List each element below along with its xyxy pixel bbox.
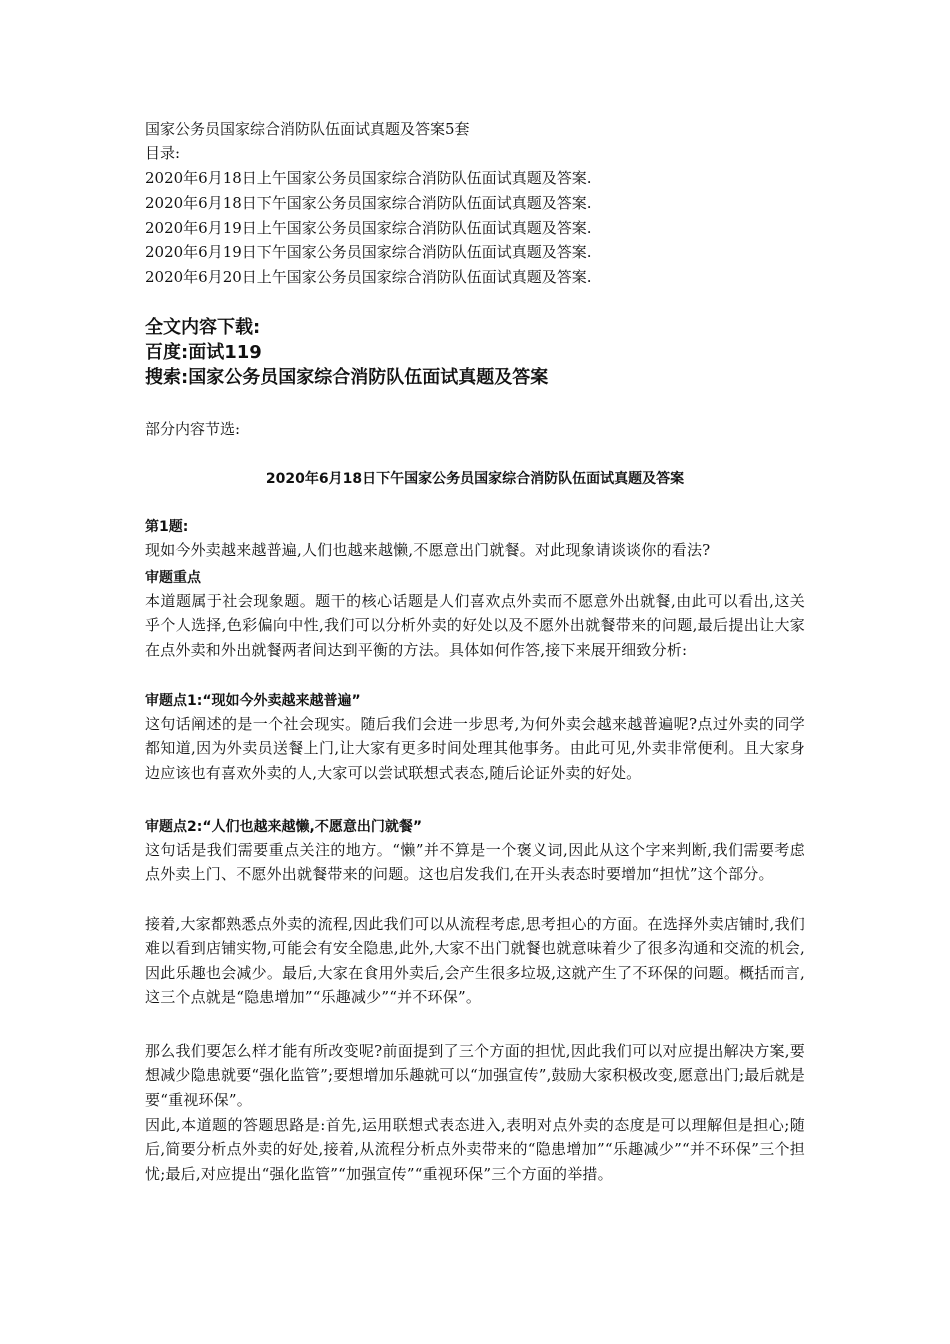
question-label: 第1题:: [145, 519, 189, 535]
download-heading: 全文内容下载:: [145, 317, 261, 338]
summary-paragraph: 因此,本道题的答题思路是:首先,运用联想式表态进入,表明对点外卖的态度是可以理解但是担心;随后,简要分析点外卖的好处,接着,从流程分析点外卖带来的“隐患增加”“乐趣减少”“并不环保”三个担忧;最后,对应提出“强化监管”“加强宣传”“重视环保”三个方面的举措。: [145, 1116, 805, 1183]
document-title: 国家公务员国家综合消防队伍面试真题及答案5套: [145, 120, 470, 138]
point2-heading: 审题点2:“人们也越来越懒,不愿意出门就餐”: [145, 819, 423, 835]
toc-item[interactable]: 2020年6月19日上午国家公务员国家综合消防队伍面试真题及答案.: [145, 219, 592, 237]
question-text: 现如今外卖越来越普遍,人们也越来越懒,不愿意出门就餐。对此现象请谈谈你的看法?: [145, 541, 711, 559]
point1-paragraph: 这句话阐述的是一个社会现实。随后我们会进一步思考,为何外卖会越来越普遍呢?点过外卖的同学都知道,因为外卖员送餐上门,让大家有更多时间处理其他事务。由此可见,外卖非常便利。且大家身边应该也有喜欢外卖的人,大家可以尝试联想式表态,随后论证外卖的好处。: [145, 715, 805, 782]
point1-heading: 审题点1:“现如今外卖越来越普遍”: [145, 693, 361, 709]
toc-item[interactable]: 2020年6月20日上午国家公务员国家综合消防队伍面试真题及答案.: [145, 268, 592, 286]
analysis-paragraph: 接着,大家都熟悉点外卖的流程,因此我们可以从流程考虑,思考担心的方面。在选择外卖店铺时,我们难以看到店铺实物,可能会有安全隐患,此外,大家不出门就餐也就意味着少了很多沟通和交流的机会,因此乐趣也会减少。最后,大家在食用外卖后,会产生很多垃圾,这就产生了不环保的问题。概括而言,这三个点就是“隐患增加”“乐趣减少”“并不环保”。: [145, 915, 805, 1007]
toc-item[interactable]: 2020年6月19日下午国家公务员国家综合消防队伍面试真题及答案.: [145, 243, 592, 261]
section-title: 2020年6月18日下午国家公务员国家综合消防队伍面试真题及答案: [265, 471, 685, 487]
toc-item[interactable]: 2020年6月18日上午国家公务员国家综合消防队伍面试真题及答案.: [145, 169, 592, 187]
toc-label: 目录:: [145, 144, 181, 162]
focus-heading: 审题重点: [145, 570, 201, 586]
solution-paragraph: 那么我们要怎么样才能有所改变呢?前面提到了三个方面的担忧,因此我们可以对应提出解决方案,要想减少隐患就要“强化监管”;要想增加乐趣就可以“加强宣传”,鼓励大家积极改变,愿意出门;最后就是要“重视环保”。: [145, 1042, 805, 1109]
toc-item[interactable]: 2020年6月18日下午国家公务员国家综合消防队伍面试真题及答案.: [145, 194, 592, 212]
excerpt-label: 部分内容节选:: [145, 420, 241, 438]
download-baidu: 百度:面试119: [145, 342, 262, 363]
download-search: 搜索:国家公务员国家综合消防队伍面试真题及答案: [145, 367, 549, 388]
focus-paragraph: 本道题属于社会现象题。题干的核心话题是人们喜欢点外卖而不愿意外出就餐,由此可以看出,这关乎个人选择,色彩偏向中性,我们可以分析外卖的好处以及不愿外出就餐带来的问题,最后提出让大家在点外卖和外出就餐两者间达到平衡的方法。具体如何作答,接下来展开细致分析:: [145, 592, 805, 659]
point2-paragraph: 这句话是我们需要重点关注的地方。“懒”并不算是一个褒义词,因此从这个字来判断,我们需要考虑点外卖上门、不愿外出就餐带来的问题。这也启发我们,在开头表态时要增加“担忧”这个部分。: [145, 841, 805, 884]
